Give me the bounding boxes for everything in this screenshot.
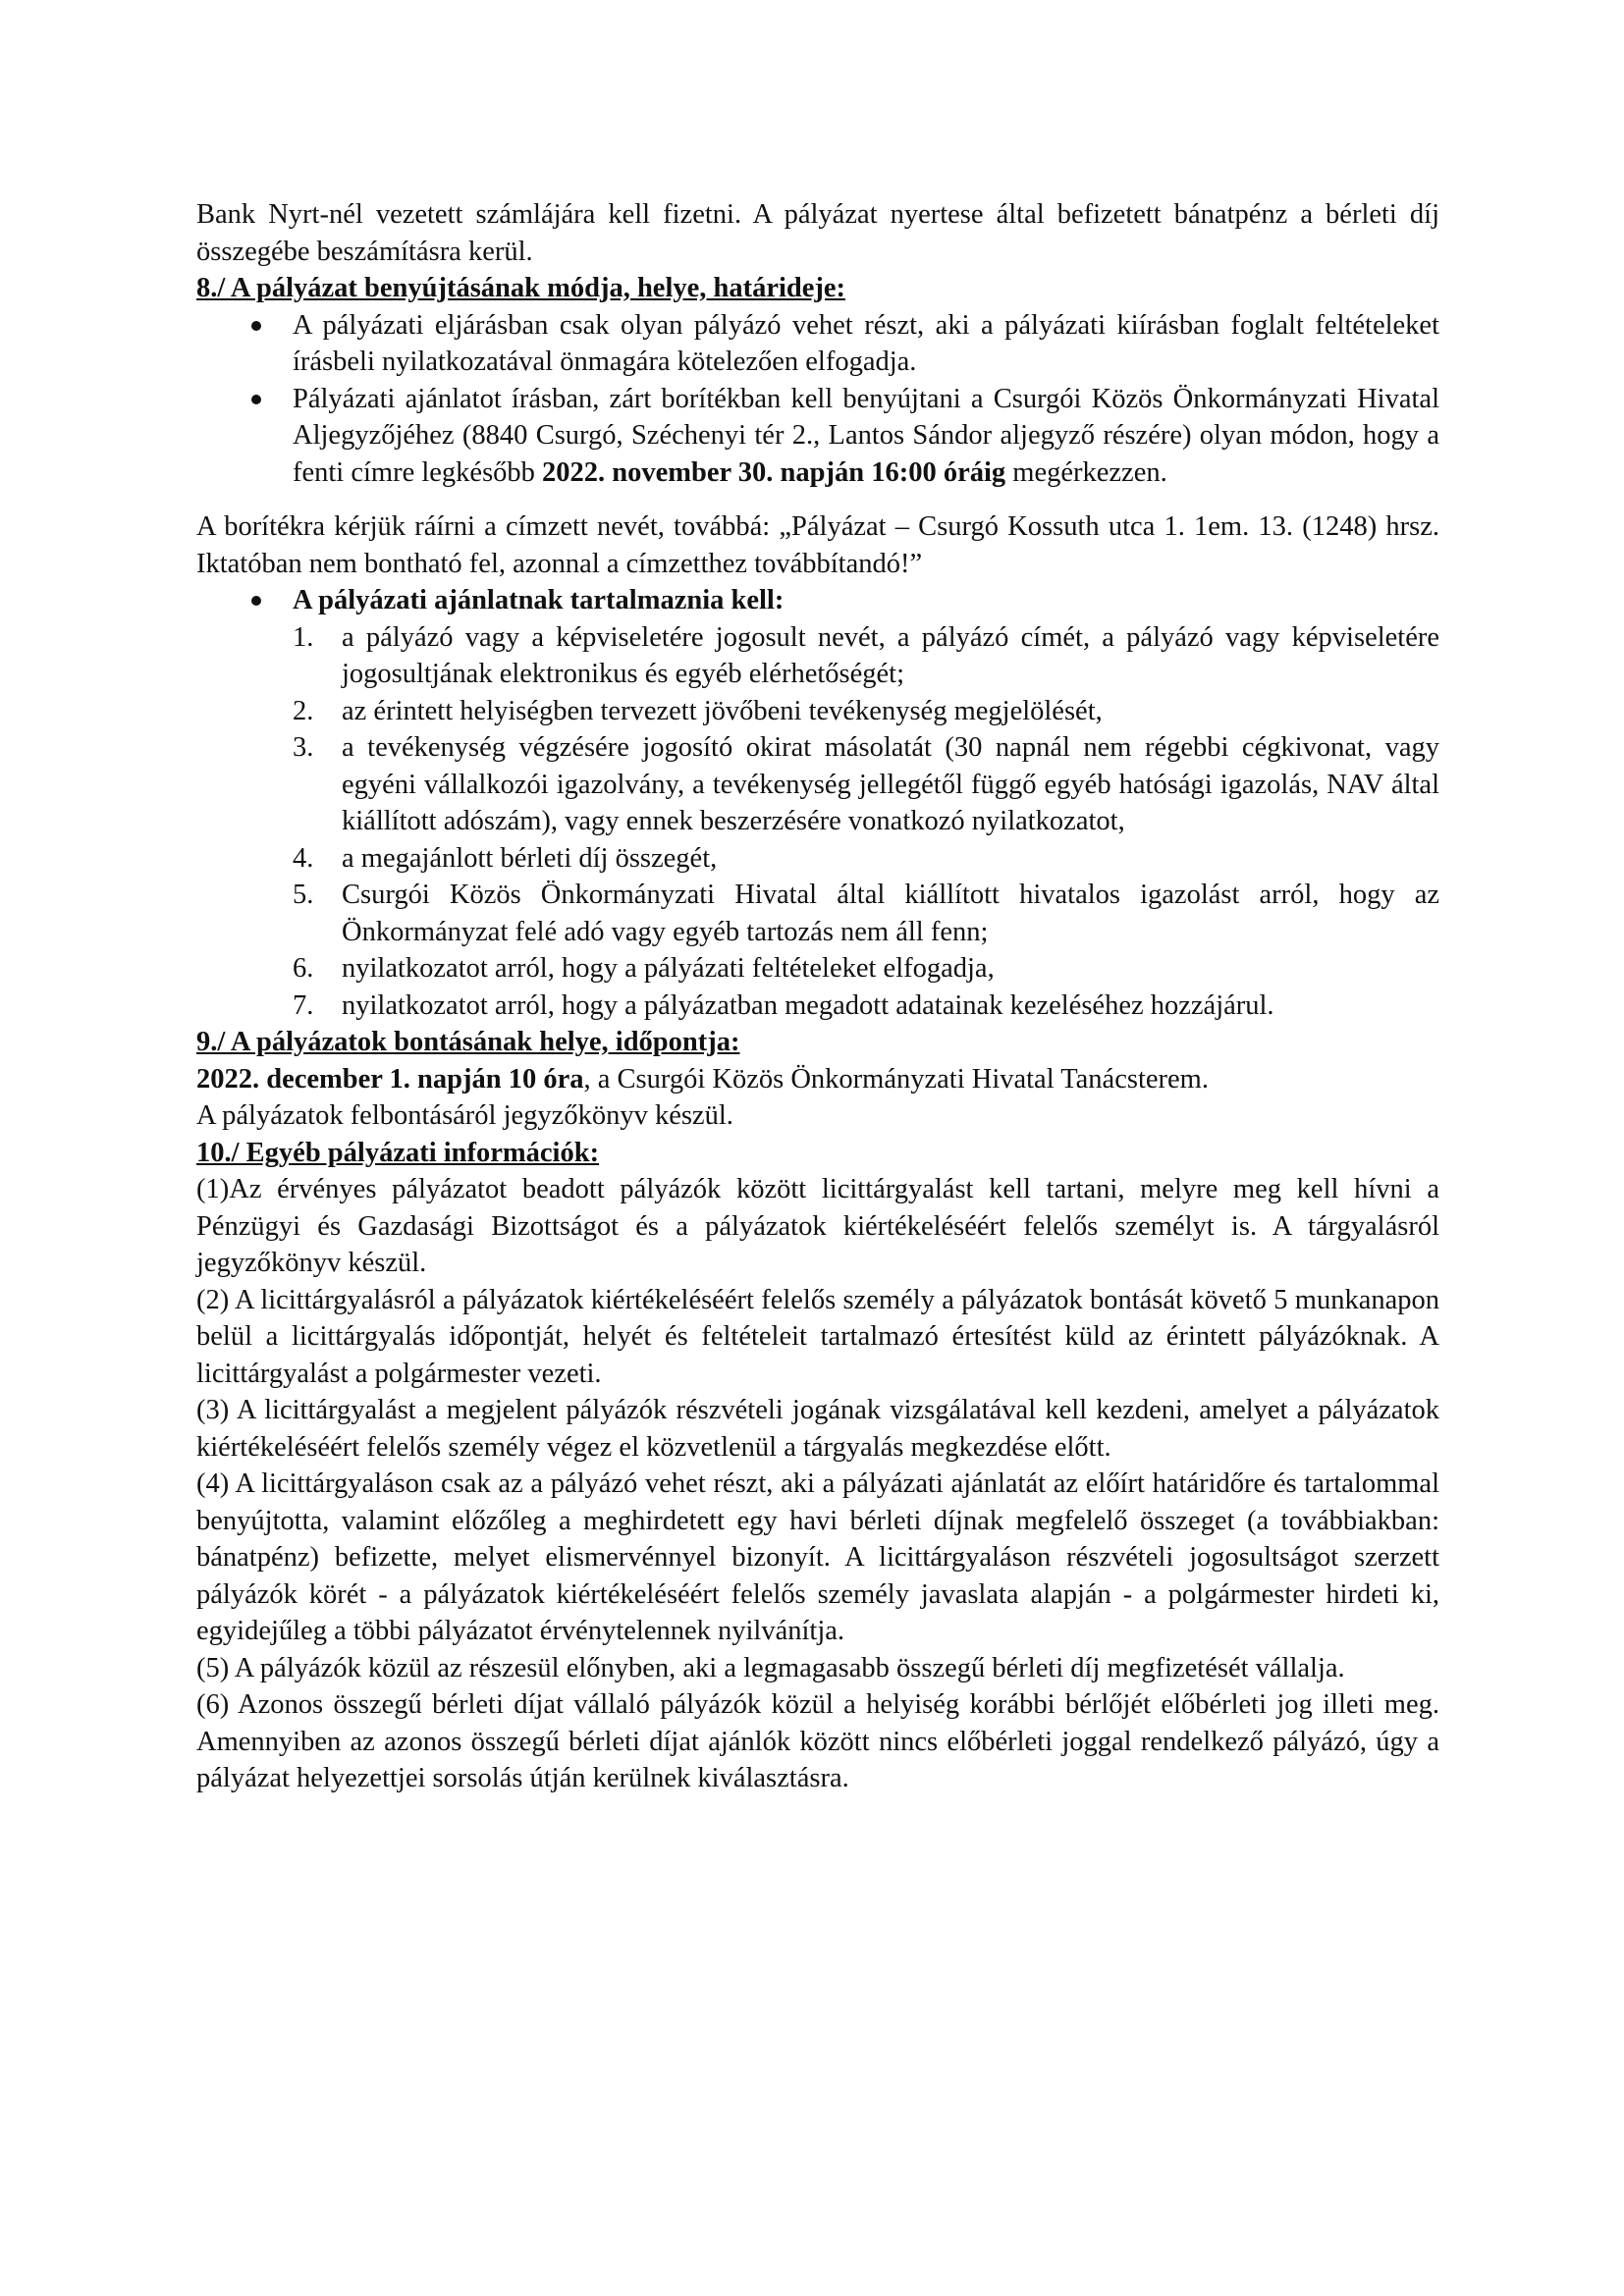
document-page (196, 196, 1439, 1797)
list-item-text: a tevékenység végzésére jogosító okirat másolatát (30 napnál nem régebbi cégkivonat, vagy egyéni vállalkozói igazolvány, a tevékenység jellegétől függő egyéb hatósági igazolás, NAV által kiállított adószám), vagy ennek beszerzésére vonatkozó nyilatkozatot, (342, 732, 1439, 836)
info-paragraph-5: (5) A pályázók közül az részesül előnyben, aki a legmagasabb összegű bérleti díj megfizetését vállalja. (196, 1652, 1345, 1683)
list-item (196, 988, 1439, 1025)
list-item-number: 4. (293, 842, 314, 874)
bullet-dot-icon (251, 321, 261, 331)
list-item-text: az érintett helyiségben tervezett jövőbeni tevékenység megjelölését, (342, 695, 1103, 726)
opening-minutes-note: A pályázatok felbontásáról jegyzőkönyv készül. (196, 1100, 733, 1131)
list-item (196, 877, 1439, 950)
section-8-heading: 8./ A pályázat benyújtásának módja, helye, határideje: (196, 273, 846, 303)
list-item-text: a pályázó vagy a képviseletére jogosult nevét, a pályázó címét, a pályázó vagy képviseletére jogosultjának elektronikus és egyéb elérhetőségét; (342, 621, 1439, 689)
opening-date-line (196, 1061, 1439, 1098)
list-item-text: a megajánlott bérleti díj összegét, (342, 842, 718, 874)
opening-location: , a Csurgói Közös Önkormányzati Hivatal Tanácsterem. (583, 1063, 1209, 1095)
bullet-item (196, 381, 1439, 492)
intro-paragraph: Bank Nyrt-nél vezetett számlájára kell fizetni. A pályázat nyertese által befizetett bánatpénz a bérleti díj összegébe beszámításra kerül. (196, 199, 1439, 267)
info-paragraph-2: (2) A licittárgyalásról a pályázatok kiértékeléséért felelős személy a pályázatok bontását követő 5 munkanapon belül a licittárgyalás időpontját, helyét és feltételeit tartalmazó értesítést küld az érintett pályázóknak. A licittárgyalást a polgármester vezeti. (196, 1284, 1439, 1389)
list-item-number: 5. (293, 880, 314, 910)
list-item (196, 950, 1439, 988)
section-9-heading: 9./ A pályázatok bontásának helye, időpontja: (196, 1027, 740, 1057)
bullet-item (196, 307, 1439, 381)
list-item-text: nyilatkozatot arról, hogy a pályázatban megadott adatainak kezeléséhez hozzájárul. (342, 989, 1274, 1021)
info-paragraph-1: (1)Az érvényes pályázatot beadott pályázók között licittárgyalást kell tartani, melyre meg kell hívni a Pénzügyi és Gazdasági Bizottságot és a pályázatok kiértékeléséért felelős személyt is. A tárgyalásról jegyzőkönyv készül. (196, 1174, 1439, 1278)
info-paragraph-4: (4) A licittárgyaláson csak az a pályázó vehet részt, aki a pályázati ajánlatát az előírt határidőre és tartalommal benyújtotta, valamint előzőleg a meghirdetett egy havi bérleti díjnak megfelelő összeget (a továbbiakban: bánatpénz) befizette, melyet elismervénnyel bizonyít. A licittárgyaláson részvételi jogosultságot szerzett pályázók körét - a pályázatok kiértékeléséért felelős személy javaslata alapján - a polgármester hirdeti ki, egyidejűleg a többi pályázatot érvénytelennek nyilvánítja. (196, 1468, 1439, 1646)
section-10-heading: 10./ Egyéb pályázati információk: (196, 1137, 600, 1168)
list-item (196, 619, 1439, 693)
list-item-number: 2. (293, 695, 314, 726)
list-item-number: 3. (293, 732, 314, 763)
opening-date: 2022. december 1. napján 10 óra (196, 1063, 584, 1095)
list-item-number: 7. (293, 989, 314, 1021)
list-item-text: nyilatkozatot arról, hogy a pályázati feltételeket elfogadja, (342, 953, 995, 984)
list-item-text: Csurgói Közös Önkormányzati Hivatal által kiállított hivatalos igazolást arról, hogy az Önkormányzat felé adó vagy egyéb tartozás nem áll fenn; (342, 880, 1439, 947)
bullet-item (196, 582, 1439, 619)
list-item-number: 6. (293, 953, 314, 984)
bullet-text: Pályázati ajánlatot írásban, zárt borítékban kell benyújtani a Csurgói Közös Önkormányzati Hivatal Aljegyzőjéhez (8840 Csurgó, Széchenyi tér 2., Lantos Sándor aljegyző részére) olyan módon, hogy a fenti címre legkésőbb (293, 383, 1439, 488)
bullet-text: A pályázati eljárásban csak olyan pályázó vehet részt, aki a pályázati kiírásban foglalt feltételeket írásbeli nyilatkozatával önmagára kötelezően elfogadja. (293, 309, 1439, 377)
list-item (196, 729, 1439, 840)
list-item (196, 693, 1439, 730)
contents-heading: A pályázati ajánlatnak tartalmaznia kell: (293, 585, 785, 615)
info-paragraph-3: (3) A licittárgyalást a megjelent pályázók részvételi jogának vizsgálatával kell kezdeni, amelyet a pályázatok kiértékeléséért felelős személy végez el közvetlenül a tárgyalás megkezdése előtt. (196, 1395, 1439, 1463)
bullet-dot-icon (251, 395, 261, 404)
deadline-date: 2022. november 30. napján 16:00 óráig (542, 456, 1006, 488)
list-item (196, 840, 1439, 878)
envelope-instruction: A borítékra kérjük ráírni a címzett nevét, továbbá: „Pályázat – Csurgó Kossuth utca 1. 1em. 13. (1248) hrsz. Iktatóban nem bontható fel, azonnal a címzetthez továbbítandó!” (196, 511, 1439, 579)
info-paragraph-6: (6) Azonos összegű bérleti díjat vállaló pályázók közül a helyiség korábbi bérlőjét előbérleti jog illeti meg. Amennyiben az azonos összegű bérleti díjat ajánlók között nincs előbérleti joggal rendelkező pályázó, úgy a pályázat helyezettjei sorsolás útján kerülnek kiválasztásra. (196, 1689, 1439, 1793)
contents-bullet-list (196, 582, 1439, 619)
list-item-number: 1. (293, 621, 314, 653)
section-8-bullet-list (196, 307, 1439, 492)
bullet-dot-icon (251, 596, 261, 606)
contents-numbered-list (196, 619, 1439, 1025)
bullet-text-end: megérkezzen. (1005, 456, 1167, 488)
